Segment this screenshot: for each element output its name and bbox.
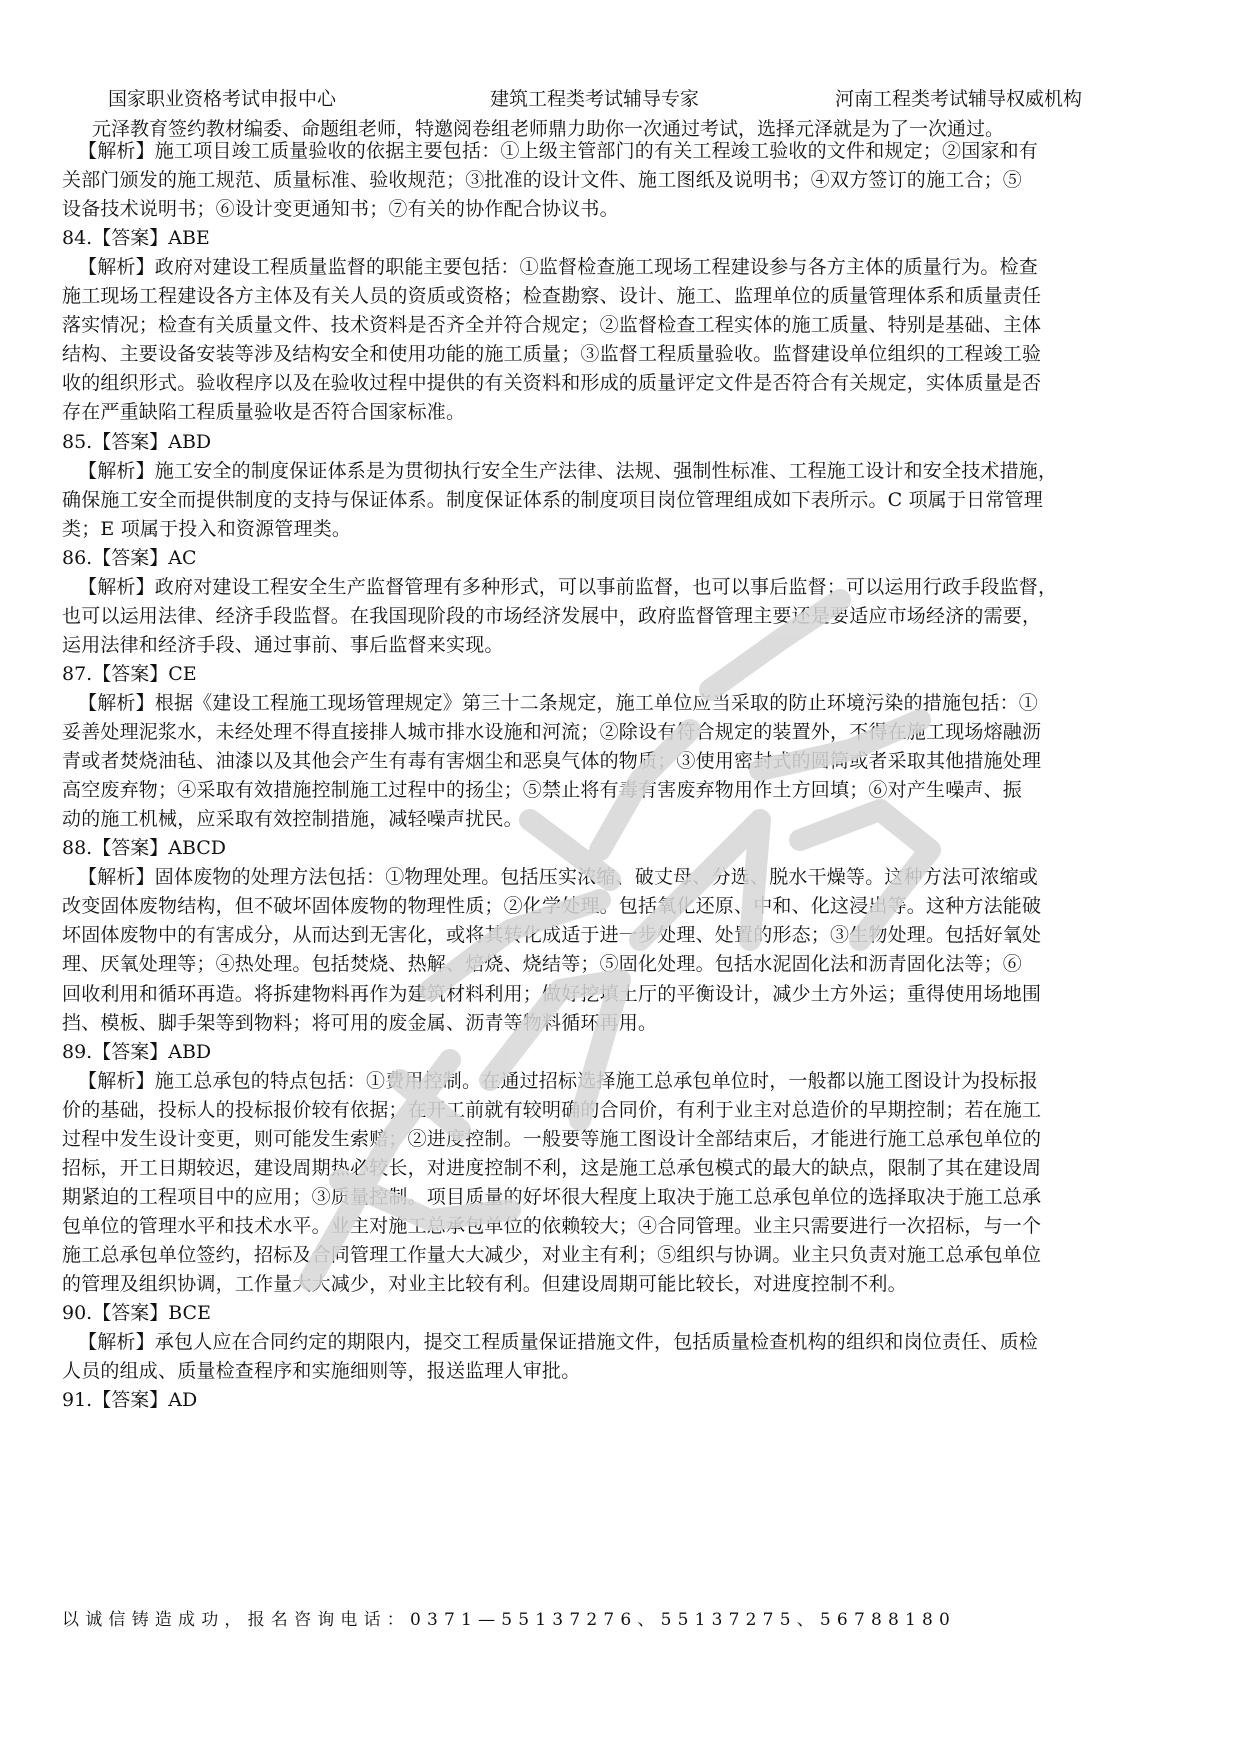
header-tagline: 元泽教育签约教材编委、命题组老师，特邀阅卷组老师鼎力助你一次通过考试，选择元泽就是为了一次通过。 [92,118,1005,140]
header-center: 建筑工程类考试辅导专家 [490,88,700,110]
text-line: 人员的组成、质量检查程序和实施细则等，报送监理人审批。 [62,1360,581,1383]
header-right: 河南工程类考试辅导权威机构 [835,88,1083,110]
answer-line: 88.【答案】ABCD [62,837,227,860]
text-line: 施工总承包单位签约，招标及合同管理工作量大大减少，对业主有利；⑤组织与协调。业主只负责对施工总承包单位 [62,1243,1042,1266]
text-line: 【解析】施工总承包的特点包括：①费用控制。在通过招标选择施工总承包单位时，一般都以施工图设计为投标报 [78,1069,1039,1092]
text-line: 【解析】固体废物的处理方法包括：①物理处理。包括压实浓缩、破丈母、分选、脱水干燥等。这种方法可浓缩或 [78,866,1039,889]
text-line: 招标，开工日期较迟，建设周期热必较长，对进度控制不利，这是施工总承包模式的最大的缺点，限制了其在建设周 [62,1156,1042,1179]
text-line: 坏固体废物中的有害成分，从而达到无害化，或将其转化成适于进一步处理、处置的形态；③生物处理。包括好氧处 [62,924,1042,947]
answer-line: 86.【答案】AC [62,546,197,569]
text-line: 收的组织形式。验收程序以及在验收过程中提供的有关资料和形成的质量评定文件是否符合有关规定，实体质量是否 [62,372,1042,395]
text-line: 【解析】政府对建设工程安全生产监督管理有多种形式，可以事前监督，也可以事后监督；可以运用行政手段监督， [78,575,1058,598]
text-line: 妥善处理泥浆水，未经处理不得直接排人城市排水设施和河流；②除设有符合规定的装置外，不得在施工现场熔融沥 [62,721,1042,743]
text-line: 运用法律和经济手段、通过事前、事后监督来实现。 [62,633,504,656]
answer-line: 91.【答案】AD [62,1389,198,1412]
text-line: 存在严重缺陷工程质量验收是否符合国家标准。 [62,401,466,424]
answer-line: 89.【答案】ABD [62,1040,212,1063]
text-line: 改变固体废物结构，但不破坏固体废物的物理性质；②化学处理。包括氧化还原、中和、化这浸出等。这种方法能破 [62,895,1042,918]
text-line: 青或者焚烧油毡、油漆以及其他会产生有毒有害烟尘和恶臭气体的物质；③使用密封式的圆筒或者采取其他措施处理 [62,750,1042,773]
header-left: 国家职业资格考试申报中心 [108,88,337,110]
text-line: 落实情况；检查有关质量文件、技术资料是否齐全并符合规定；②监督检查工程实体的施工质量、特别是基础、主体 [62,314,1042,337]
text-line: 关部门颁发的施工规范、质量标准、验收规范；③批准的设计文件、施工图纸及说明书；④双方签订的施工合；⑤ [62,169,1023,192]
text-line: 包单位的管理水平和技术水平。业主对施工总承包单位的依赖较大；④合同管理。业主只需要进行一次招标，与一个 [62,1214,1042,1237]
answer-line: 87.【答案】CE [62,662,197,685]
text-line: 【解析】施工项目竣工质量验收的依据主要包括：①上级主管部门的有关工程竣工验收的文件和规定；②国家和有 [78,140,1039,162]
text-line: 【解析】承包人应在合同约定的期限内，提交工程质量保证措施文件，包括质量检查机构的组织和岗位责任、质检 [78,1331,1039,1353]
text-line: 施工现场工程建设各方主体及有关人员的资质或资格；检查勘察、设计、施工、监理单位的质量管理体系和质量责任 [62,285,1042,308]
answer-line: 84.【答案】ABE [62,227,210,250]
text-line: 回收利用和循环再造。将拆建物料再作为建筑材料利用；做好挖填土厅的平衡设计，减少土方外运；重得使用场地围 [62,982,1042,1005]
text-line: 的管理及组织协调，工作量大大减少，对业主比较有利。但建设周期可能比较长，对进度控制不利。 [62,1273,907,1295]
text-line: 动的施工机械，应采取有效控制措施，减轻噪声扰民。 [62,808,523,831]
text-line: 类；E 项属于投入和资源管理类。 [62,517,352,540]
text-line: 也可以运用法律、经济手段监督。在我国现阶段的市场经济发展中，政府监督管理主要还是要适应市场经济的需要， [62,604,1042,627]
answer-line: 90.【答案】BCE [62,1302,211,1324]
text-line: 结构、主要设备安装等涉及结构安全和使用功能的施工质量；③监督工程质量验收。监督建设单位组织的工程竣工验 [62,343,1042,366]
text-line: 价的基础，投标人的投标报价较有依据；在开工前就有较明确的合同价，有利于业主对总造价的早期控制；若在施工 [62,1098,1042,1121]
text-line: 高空废弃物；④采取有效措施控制施工过程中的扬尘；⑤禁止将有毒有害废弃物用作土方回填；⑥对产生噪声、振 [62,779,1023,802]
text-line: 过程中发生设计变更，则可能发生索赔；②进度控制。一般要等施工图设计全部结束后，才能进行施工总承包单位的 [62,1127,1042,1150]
text-line: 【解析】政府对建设工程质量监督的职能主要包括：①监督检查施工现场工程建设参与各方主体的质量行为。检查 [78,256,1039,279]
text-line: 设备技术说明书；⑥设计变更通知书；⑦有关的协作配合协议书。 [62,198,619,221]
text-line: 期紧迫的工程项目中的应用；③质量控制。项目质量的好坏很大程度上取决于施工总承包单位的选择取决于施工总承 [62,1185,1042,1208]
text-line: 理、厌氧处理等；④热处理。包括焚烧、热解、焙烧、烧结等；⑤固化处理。包括水泥固化法和沥青固化法等；⑥ [62,953,1023,976]
answer-line: 85.【答案】ABD [62,430,212,453]
footer-contact: 以诚信铸造成功，报名咨询电话：0371—55137276、55137275、56788180 [62,1610,957,1630]
text-line: 【解析】根据《建设工程施工现场管理规定》第三十二条规定，施工单位应当采取的防止环境污染的措施包括：① [78,692,1039,714]
text-line: 确保施工安全而提供制度的支持与保证体系。制度保证体系的制度项目岗位管理组成如下表所示。C 项属于日常管理 [62,488,1043,511]
text-line: 挡、模板、脚手架等到物料；将可用的废金属、沥青等物料循环再用。 [62,1011,658,1034]
text-line: 【解析】施工安全的制度保证体系是为贯彻执行安全生产法律、法规、强制性标准、工程施工设计和安全技术措施， [78,459,1058,482]
